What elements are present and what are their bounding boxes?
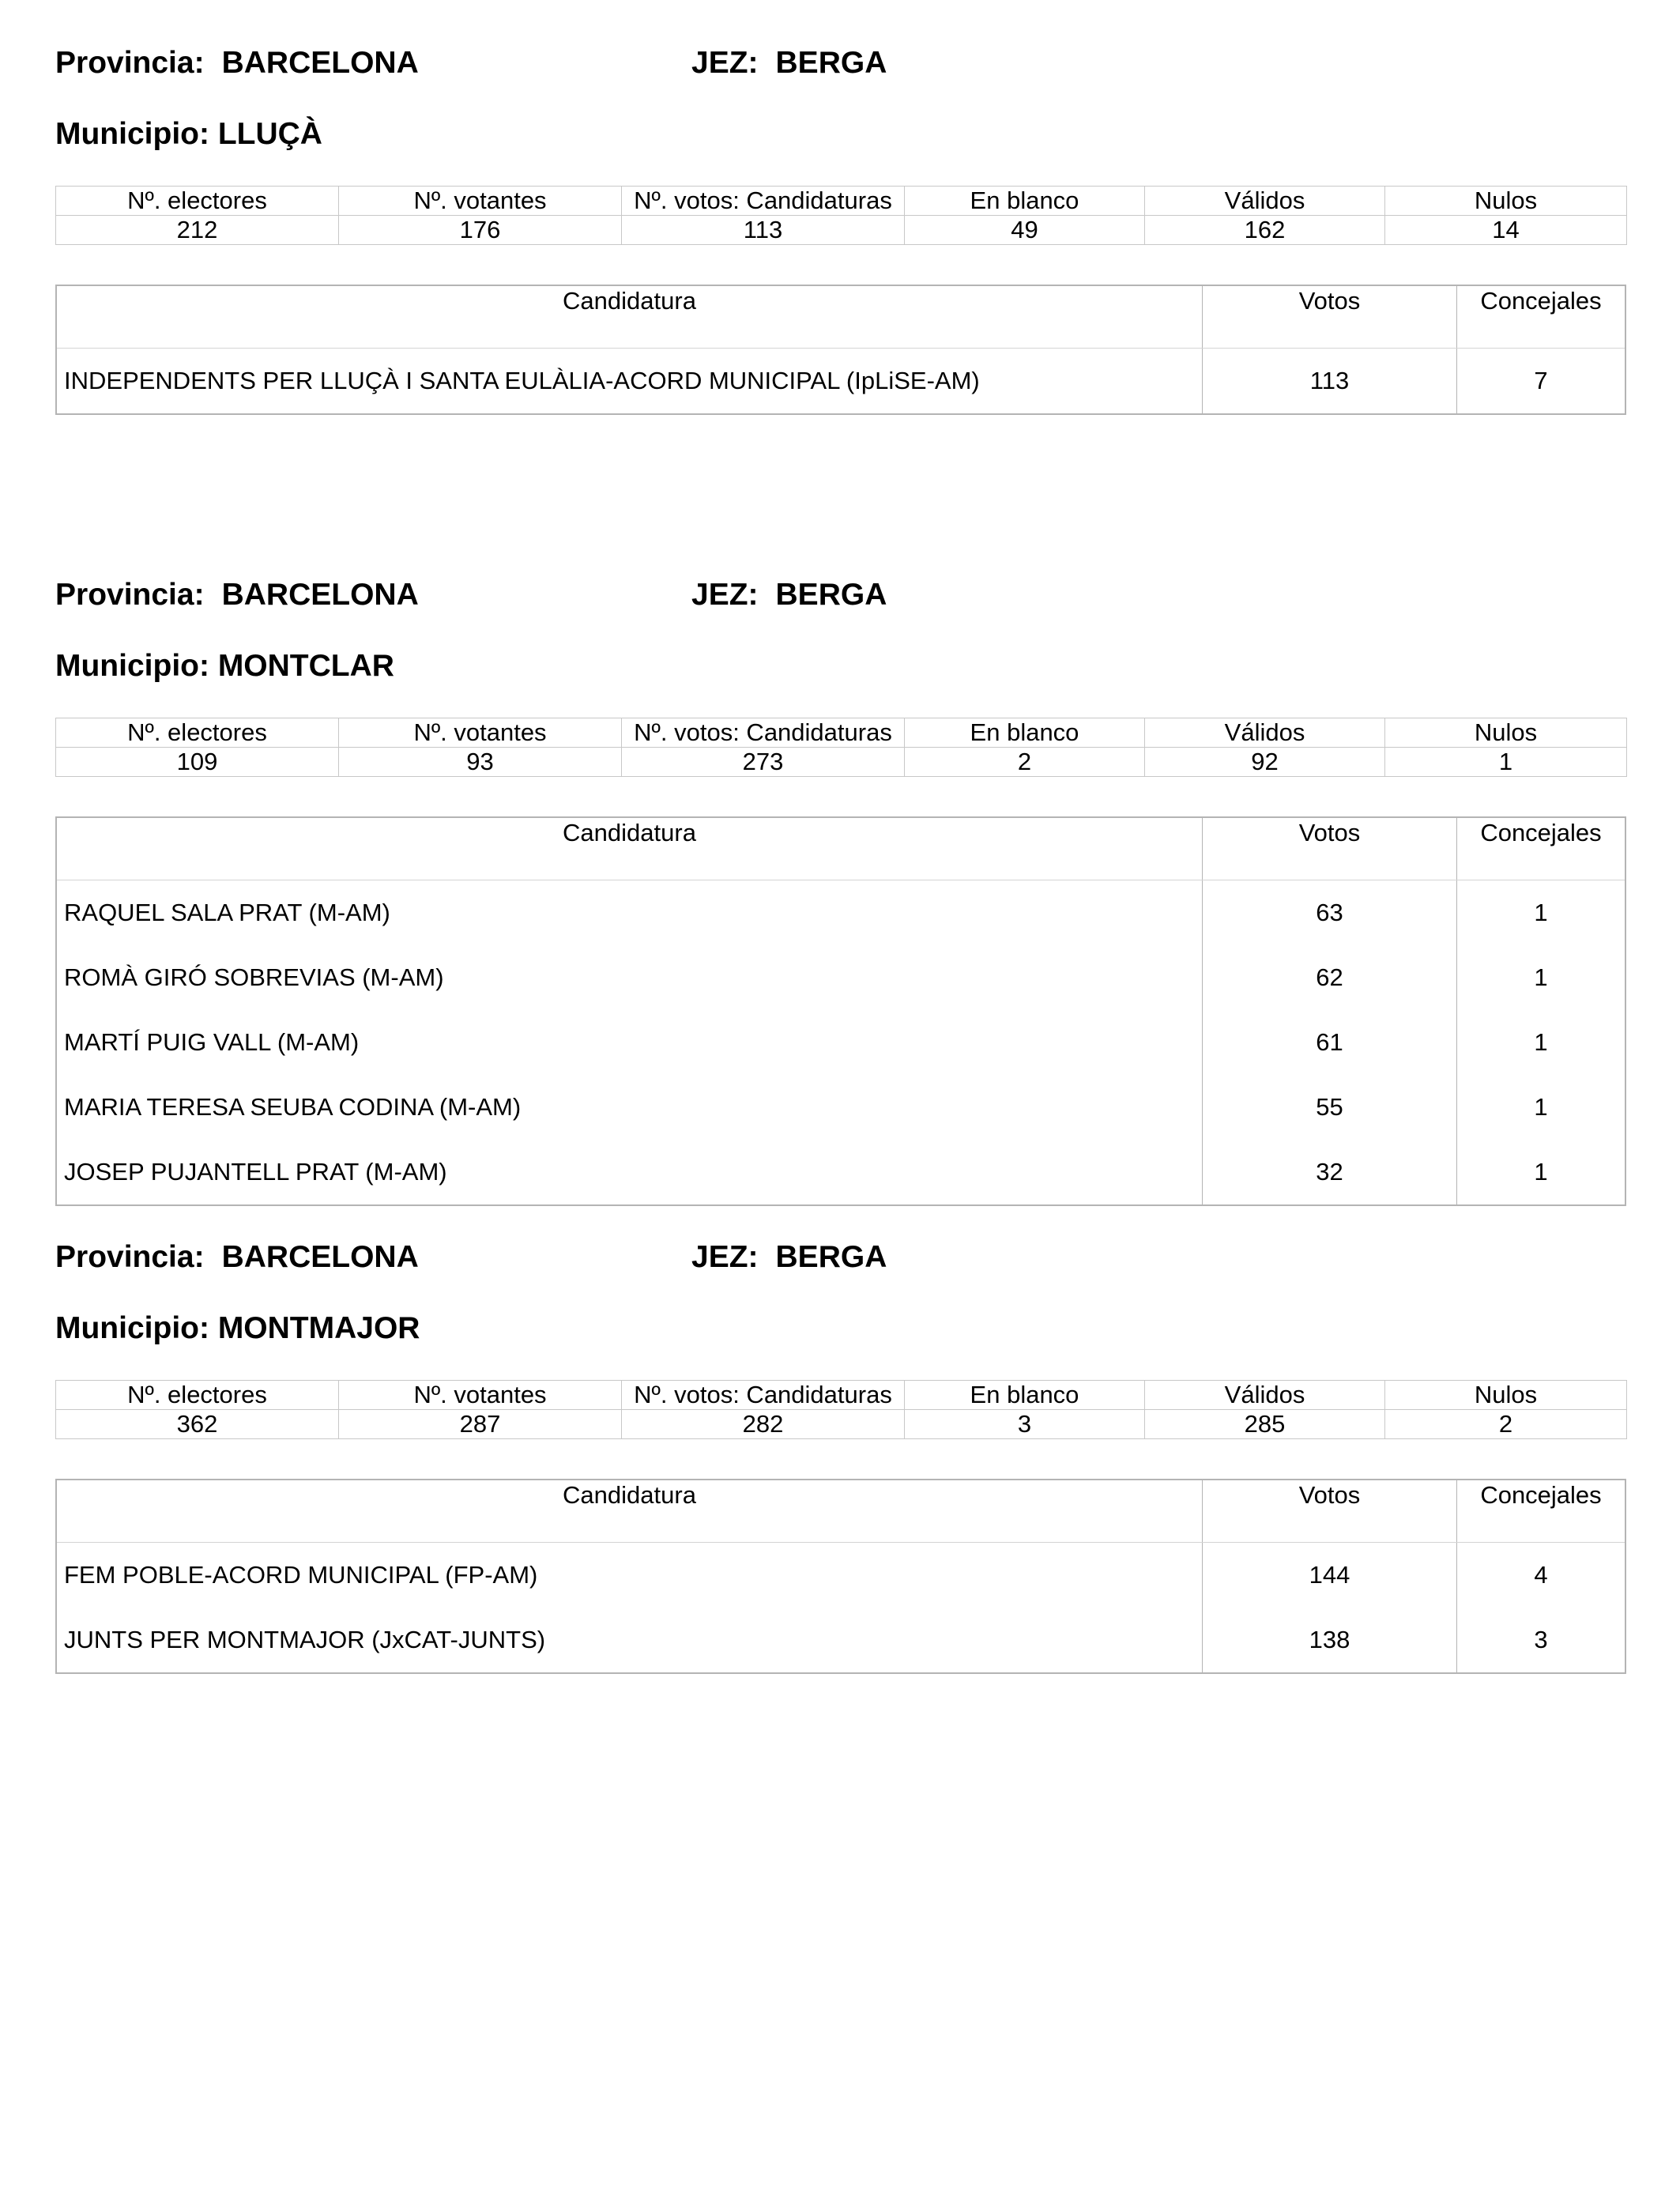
candidatura-concejales: 4: [1534, 1561, 1548, 1589]
stats-value-nulos: 14: [1385, 216, 1627, 245]
table-row: [57, 1140, 1625, 1204]
municipio-value: MONTMAJOR: [217, 1311, 420, 1345]
stats-header-row: [56, 1381, 1627, 1410]
candidatura-column-header: Candidatura: [57, 286, 1203, 348]
candidatura-concejales: 1: [1534, 1028, 1548, 1056]
stats-table: [55, 718, 1627, 777]
stats-header-votantes: Nº. votantes: [339, 187, 622, 216]
candidatura-concejales: 1: [1534, 1158, 1548, 1186]
jez-heading: [691, 46, 887, 81]
provincia-label: Provincia:: [55, 1240, 205, 1274]
stats-header-validos: Válidos: [1145, 718, 1385, 748]
stats-value-votos-candidaturas: 273: [622, 748, 905, 777]
jez-heading: [691, 578, 887, 613]
stats-value-votantes: 93: [339, 748, 622, 777]
stats-table: [55, 1380, 1627, 1439]
table-row: [57, 1543, 1625, 1608]
municipio-heading: [55, 1311, 420, 1346]
candidatura-votos: 62: [1203, 945, 1457, 1010]
candidatura-votos: 138: [1203, 1608, 1457, 1672]
candidatura-name: MARIA TERESA SEUBA CODINA (M-AM): [57, 1075, 1203, 1140]
stats-header-en-blanco: En blanco: [905, 187, 1145, 216]
candidaturas-body: [57, 1543, 1625, 1672]
provincia-value: BARCELONA: [221, 46, 419, 80]
stats-value-electores: 362: [56, 1410, 339, 1439]
table-row: [57, 349, 1625, 413]
municipio-heading: [55, 117, 322, 152]
stats-header-votos-candidaturas: Nº. votos: Candidaturas: [622, 1381, 905, 1410]
stats-value-validos: 92: [1145, 748, 1385, 777]
candidatura-concejales: 3: [1534, 1626, 1548, 1653]
provincia-heading: [55, 46, 419, 81]
stats-header-electores: Nº. electores: [56, 1381, 339, 1410]
table-row: [57, 1010, 1625, 1075]
candidatura-votos: 61: [1203, 1010, 1457, 1075]
stats-header-nulos: Nulos: [1385, 187, 1627, 216]
stats-value-nulos: 2: [1385, 1410, 1627, 1439]
stats-header-row: [56, 187, 1627, 216]
stats-header-votos-candidaturas: Nº. votos: Candidaturas: [622, 187, 905, 216]
candidatura-column-header: Candidatura: [57, 1480, 1203, 1542]
candidaturas-table: [55, 285, 1626, 415]
stats-value-votantes: 176: [339, 216, 622, 245]
stats-header-en-blanco: En blanco: [905, 718, 1145, 748]
candidatura-name: MARTÍ PUIG VALL (M-AM): [57, 1010, 1203, 1075]
municipio-label: Municipio:: [55, 1311, 209, 1345]
candidatura-name: INDEPENDENTS PER LLUÇÀ I SANTA EULÀLIA-ACORD MUNICIPAL (IpLiSE-AM): [57, 349, 1203, 413]
stats-header-votantes: Nº. votantes: [339, 1381, 622, 1410]
municipio-value: MONTCLAR: [217, 649, 394, 683]
candidatura-concejales: 1: [1534, 899, 1548, 926]
provincia-heading: [55, 578, 419, 613]
candidatura-concejales: 1: [1534, 1093, 1548, 1121]
stats-value-row: [56, 748, 1627, 777]
stats-header-nulos: Nulos: [1385, 718, 1627, 748]
stats-header-votantes: Nº. votantes: [339, 718, 622, 748]
stats-header-row: [56, 718, 1627, 748]
provincia-value: BARCELONA: [221, 578, 419, 612]
stats-value-nulos: 1: [1385, 748, 1627, 777]
table-row: [57, 945, 1625, 1010]
candidatura-name: FEM POBLE-ACORD MUNICIPAL (FP-AM): [57, 1543, 1203, 1608]
jez-label: JEZ:: [691, 1240, 759, 1274]
stats-value-en-blanco: 2: [905, 748, 1145, 777]
jez-value: BERGA: [775, 578, 887, 612]
table-row: [57, 880, 1625, 945]
provincia-label: Provincia:: [55, 46, 205, 80]
stats-value-electores: 109: [56, 748, 339, 777]
stats-value-validos: 285: [1145, 1410, 1385, 1439]
candidatura-concejales: 7: [1534, 367, 1548, 394]
municipio-label: Municipio:: [55, 117, 209, 151]
municipio-label: Municipio:: [55, 649, 209, 683]
concejales-column-header: Concejales: [1480, 1481, 1602, 1509]
stats-value-validos: 162: [1145, 216, 1385, 245]
concejales-column-header: Concejales: [1480, 819, 1602, 846]
candidaturas-header: [57, 1480, 1625, 1543]
provincia-heading: [55, 1240, 419, 1275]
candidatura-concejales: 1: [1534, 963, 1548, 991]
provincia-label: Provincia:: [55, 578, 205, 612]
stats-header-votos-candidaturas: Nº. votos: Candidaturas: [622, 718, 905, 748]
candidaturas-table: [55, 816, 1626, 1206]
stats-value-en-blanco: 49: [905, 216, 1145, 245]
jez-heading: [691, 1240, 887, 1275]
jez-value: BERGA: [775, 1240, 887, 1274]
votos-column-header: Votos: [1203, 286, 1457, 348]
municipio-heading: [55, 649, 394, 684]
candidatura-name: RAQUEL SALA PRAT (M-AM): [57, 880, 1203, 945]
stats-header-electores: Nº. electores: [56, 718, 339, 748]
candidatura-name: ROMÀ GIRÓ SOBREVIAS (M-AM): [57, 945, 1203, 1010]
candidatura-votos: 113: [1203, 349, 1457, 413]
stats-value-electores: 212: [56, 216, 339, 245]
table-row: [57, 1608, 1625, 1672]
candidatura-votos: 55: [1203, 1075, 1457, 1140]
candidaturas-body: [57, 880, 1625, 1204]
stats-value-row: [56, 1410, 1627, 1439]
jez-label: JEZ:: [691, 46, 759, 80]
candidatura-votos: 63: [1203, 880, 1457, 945]
jez-value: BERGA: [775, 46, 887, 80]
stats-table: [55, 186, 1627, 245]
candidatura-name: JOSEP PUJANTELL PRAT (M-AM): [57, 1140, 1203, 1204]
stats-value-votos-candidaturas: 282: [622, 1410, 905, 1439]
votos-column-header: Votos: [1203, 1480, 1457, 1542]
jez-label: JEZ:: [691, 578, 759, 612]
candidatura-votos: 32: [1203, 1140, 1457, 1204]
stats-header-electores: Nº. electores: [56, 187, 339, 216]
candidatura-column-header: Candidatura: [57, 818, 1203, 880]
stats-header-validos: Válidos: [1145, 187, 1385, 216]
candidaturas-header: [57, 286, 1625, 349]
municipio-value: LLUÇÀ: [217, 117, 322, 151]
candidaturas-body: [57, 349, 1625, 413]
stats-header-validos: Válidos: [1145, 1381, 1385, 1410]
stats-value-row: [56, 216, 1627, 245]
concejales-column-header: Concejales: [1480, 287, 1602, 315]
candidaturas-header: [57, 818, 1625, 880]
table-row: [57, 1075, 1625, 1140]
stats-value-votos-candidaturas: 113: [622, 216, 905, 245]
stats-value-votantes: 287: [339, 1410, 622, 1439]
votos-column-header: Votos: [1203, 818, 1457, 880]
stats-value-en-blanco: 3: [905, 1410, 1145, 1439]
candidatura-votos: 144: [1203, 1543, 1457, 1608]
candidatura-name: JUNTS PER MONTMAJOR (JxCAT-JUNTS): [57, 1608, 1203, 1672]
provincia-value: BARCELONA: [221, 1240, 419, 1274]
stats-header-en-blanco: En blanco: [905, 1381, 1145, 1410]
stats-header-nulos: Nulos: [1385, 1381, 1627, 1410]
candidaturas-table: [55, 1479, 1626, 1674]
